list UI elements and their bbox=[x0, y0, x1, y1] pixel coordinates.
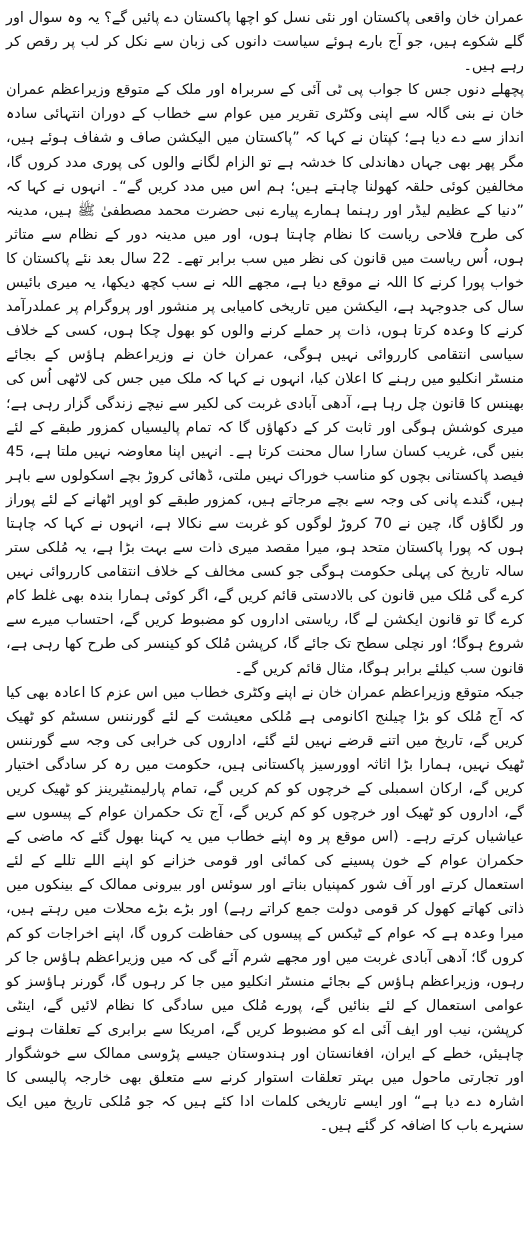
article-paragraph-victory-speech: پچھلے دنوں جس کا جواب پی ٹی آئی کے سربراہ اور ملک کے متوقع وزیراعظم عمران خان نے بنی گالہ سے اپنی وکٹری تقریر میں عوام سے خطاب کے دوران انتہائی سادہ انداز سے دے دیا ہے؛ کپتان نے کہا کہ ”پاکستان میں الیکشن صاف و شفاف ہوئے ہیں، مگر پھر بھی جہاں دھاندلی کا خدشہ ہے تو الزام لگانے والوں کی پوری مدد کروں گا، مخالفین کوئی حلقہ کھولنا چاہتے ہیں؛ ہم اس میں مدد کریں گے“۔ انہوں نے کہا کہ ”دنیا کے عظیم لیڈر اور رہنما ہمارے پیارے نبی حضرت محمد مصطفیٰ ﷺ ہیں، مدینہ کی طرح فلاحی ریاست کا نظام چاہتا ہوں، اور میں مدینہ دور کے نظام سے متاثر ہوں، اُس ریاست میں قانون کی نظر میں سب برابر تھے۔ 22 سال بعد نئے پاکستان کا خواب پورا کرنے کا اللہ نے موقع دیا ہے، مجھے اللہ نے سب کچھ دیکھا، یہ میری بائیس سال کی جدوجہد ہے، الیکشن میں تاریخی کامیابی پر منشور اور پروگرام پر عملدرآمد کرنے کا وعدہ کرتا ہوں، ذات پر حملے کرنے والوں کو بھول چکا ہوں، کسی کے خلاف سیاسی انتقامی کارروائی نہیں ہوگی، عمران خان نے وزیراعظم ہاؤس کے بجائے منسٹر انکلیو میں رہنے کا اعلان کیا، انہوں نے کہا کہ ملک میں جس کی لاٹھی اُس کی بھینس کا قانون چل رہا ہے، آدھی آبادی غربت کی لکیر سے نیچے زندگی گزار رہی ہے؛ میری کوشش ہوگی اور ثابت کر کے دکھاؤں گا کہ تمام پالیسیاں کمزور طبقے کے لئے بنیں گی، غریب کسان سارا سال محنت کرتا ہے۔ انہیں اپنا معاوضہ نہیں ملتا ہے، 45 فیصد پاکستانی بچوں کو مناسب خوراک نہیں ملتی، ڈھائی کروڑ بچے اسکولوں سے باہر ہیں، گندے پانی کی وجہ سے بچے مرجاتے ہیں، کمزور طبقے کو اوپر اٹھانے کے لئے پوراز ور لگاؤں گا، چین نے 70 کروڑ لوگوں کو غربت سے نکالا ہے، انہوں نے کہا کہ چاہتا ہوں کہ پورا پاکستان متحد ہو، میرا مقصد میری ذات سے بہت بڑا ہے، یہ مُلکی ستر سالہ تاریخ کی پہلی حکومت ہوگی جو کسی مخالف کے خلاف انتقامی کارروائی نہیں کرے گی مُلک میں قانون کی بالادستی قائم کریں گے، اگر کوئی ہمارا بندہ بھی غلط کام کرے گا تو قانون ایکشن لے گا، ریاستی اداروں کو مضبوط کریں گے، احتساب میرے سے شروع ہوگا؛ اور نچلی سطح تک جائے گا، کرپشن مُلک کو کینسر کی طرح کھا رہی ہے، قانون سب کیلئے برابر ہوگا، مثال قائم کریں گے۔ bbox=[6, 82, 524, 677]
article-paragraph-intro: عمران خان واقعی پاکستان اور نئی نسل کو اچھا پاکستان دے پائیں گے؟ یہ وہ سوال اور گلے شکوے ہیں، جو آج بارے ہوئے سیاست دانوں کی زبان سے نکل کر لب پر رقص کر رہے ہیں۔ bbox=[6, 10, 524, 75]
article-paragraph-economy: جبکہ متوقع وزیراعظم عمران خان نے اپنے وکٹری خطاب میں اس عزم کا اعادہ بھی کیا کہ آج مُلک کو بڑا چیلنج اکانومی ہے مُلکی معیشت کے لئے گورننس سسٹم کو ٹھیک کریں گے، تاریخ میں اتنے قرضے نہیں لئے گئے، اداروں کی خرابی کی وجہ سے گورننس ٹھیک نہیں، ہمارا بڑا اثاثہ اوورسیز پاکستانی ہیں، حکومت میں رہ کر سادگی اختیار کریں گے، ارکان اسمبلی کے خرچوں کو کم کریں گے، تمام پارلیمنٹیرینز کو ٹھیک کریں گے، اداروں کو ٹھیک اور خرچوں کو کم کریں گے، آج تک حکمران عوام کے پیسوں سے عیاشیاں کرتے رہے۔ (اس موقع پر وہ اپنے خطاب میں یہ کہنا بھول گئے کہ ماضی کے حکمران عوام کے خون پسینے کی کمائی اور قومی خزانے کو اپنے اللے تللے کے لئے استعمال کرتے اور آف شور کمپنیاں بناتے اور سوئس اور بیرونی ممالک کے بینکوں میں ذاتی کھاتے کھول کر قومی دولت جمع کراتے رہے) اور بڑے بڑے محلات میں رہتے ہیں، میرا وعدہ ہے کہ عوام کے ٹیکس کے پیسوں کی حفاظت کروں گا، اپنے اخراجات کو کم کروں گا؛ آدھی آبادی غربت میں اور مجھے شرم آئے گی کہ میں وزیراعظم ہاؤس جا کر رہوں، وزیراعظم ہاؤس کے بجائے منسٹر انکلیو میں جا کر رہوں گا، گورنر ہاؤسز کو عوامی استعمال کے لئے بنائیں گے، پورے مُلک میں سادگی کا نظام لائیں گے، اینٹی کرپشن، نیب اور ایف آئی اے کو مضبوط کریں گے، امریکا سے برابری کے تعلقات ہونے چاہیئں، خطے کے ایران، افغانستان اور ہندوستان جیسے پڑوسی ممالک سے خوشگوار اور تجارتی ماحول میں بہتر تعلقات استوار کرنے سے متعلق بھی خارجہ پالیسی کا اشارہ دے دیا ہے“ اور ایسے تاریخی کلمات ادا کئے ہیں کہ جو مُلکی تاریخ میں ایک سنہرے باب کا اضافہ کر گئے ہیں۔ bbox=[6, 684, 524, 1135]
